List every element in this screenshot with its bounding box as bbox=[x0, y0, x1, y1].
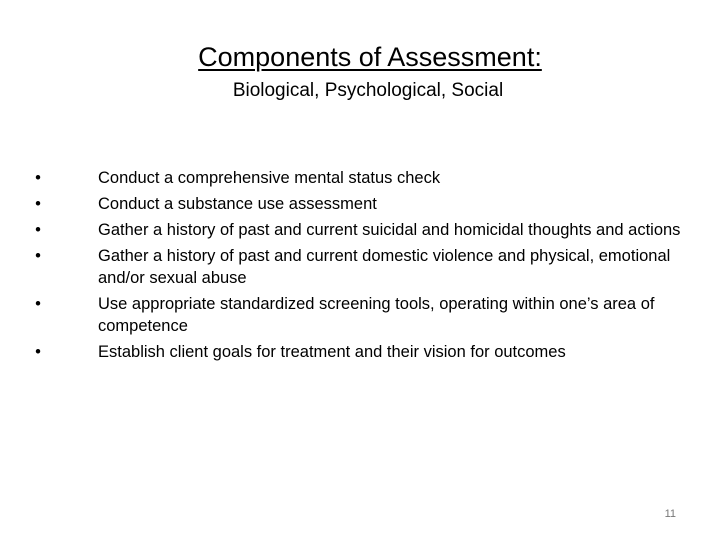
bullet-text: Gather a history of past and current domestic violence and physical, emotional and/or sexual abuse bbox=[98, 247, 671, 287]
bullet-item bbox=[28, 167, 688, 189]
slide-subtitle: Biological, Psychological, Social bbox=[232, 80, 504, 101]
bullet-icon: • bbox=[35, 295, 41, 313]
bullet-item bbox=[28, 293, 688, 337]
bullet-text: Conduct a substance use assessment bbox=[98, 195, 377, 213]
bullet-text: Establish client goals for treatment and their vision for outcomes bbox=[98, 343, 566, 361]
bullet-icon: • bbox=[35, 195, 41, 213]
bullet-item bbox=[28, 245, 688, 289]
bullet-icon: • bbox=[35, 221, 41, 239]
bullet-icon: • bbox=[35, 169, 41, 187]
bullet-item bbox=[28, 219, 688, 241]
bullet-item bbox=[28, 193, 688, 215]
bullet-icon: • bbox=[35, 343, 41, 361]
bullet-icon: • bbox=[35, 247, 41, 265]
bullet-text: Use appropriate standardized screening tools, operating within one’s area of competence bbox=[98, 295, 655, 335]
bullet-list bbox=[28, 167, 688, 367]
bullet-text: Gather a history of past and current suicidal and homicidal thoughts and actions bbox=[98, 221, 681, 239]
bullet-item bbox=[28, 341, 688, 363]
slide-title: Components of Assessment: bbox=[198, 42, 542, 72]
bullet-text: Conduct a comprehensive mental status check bbox=[98, 169, 441, 187]
page-number: 11 bbox=[664, 508, 676, 520]
